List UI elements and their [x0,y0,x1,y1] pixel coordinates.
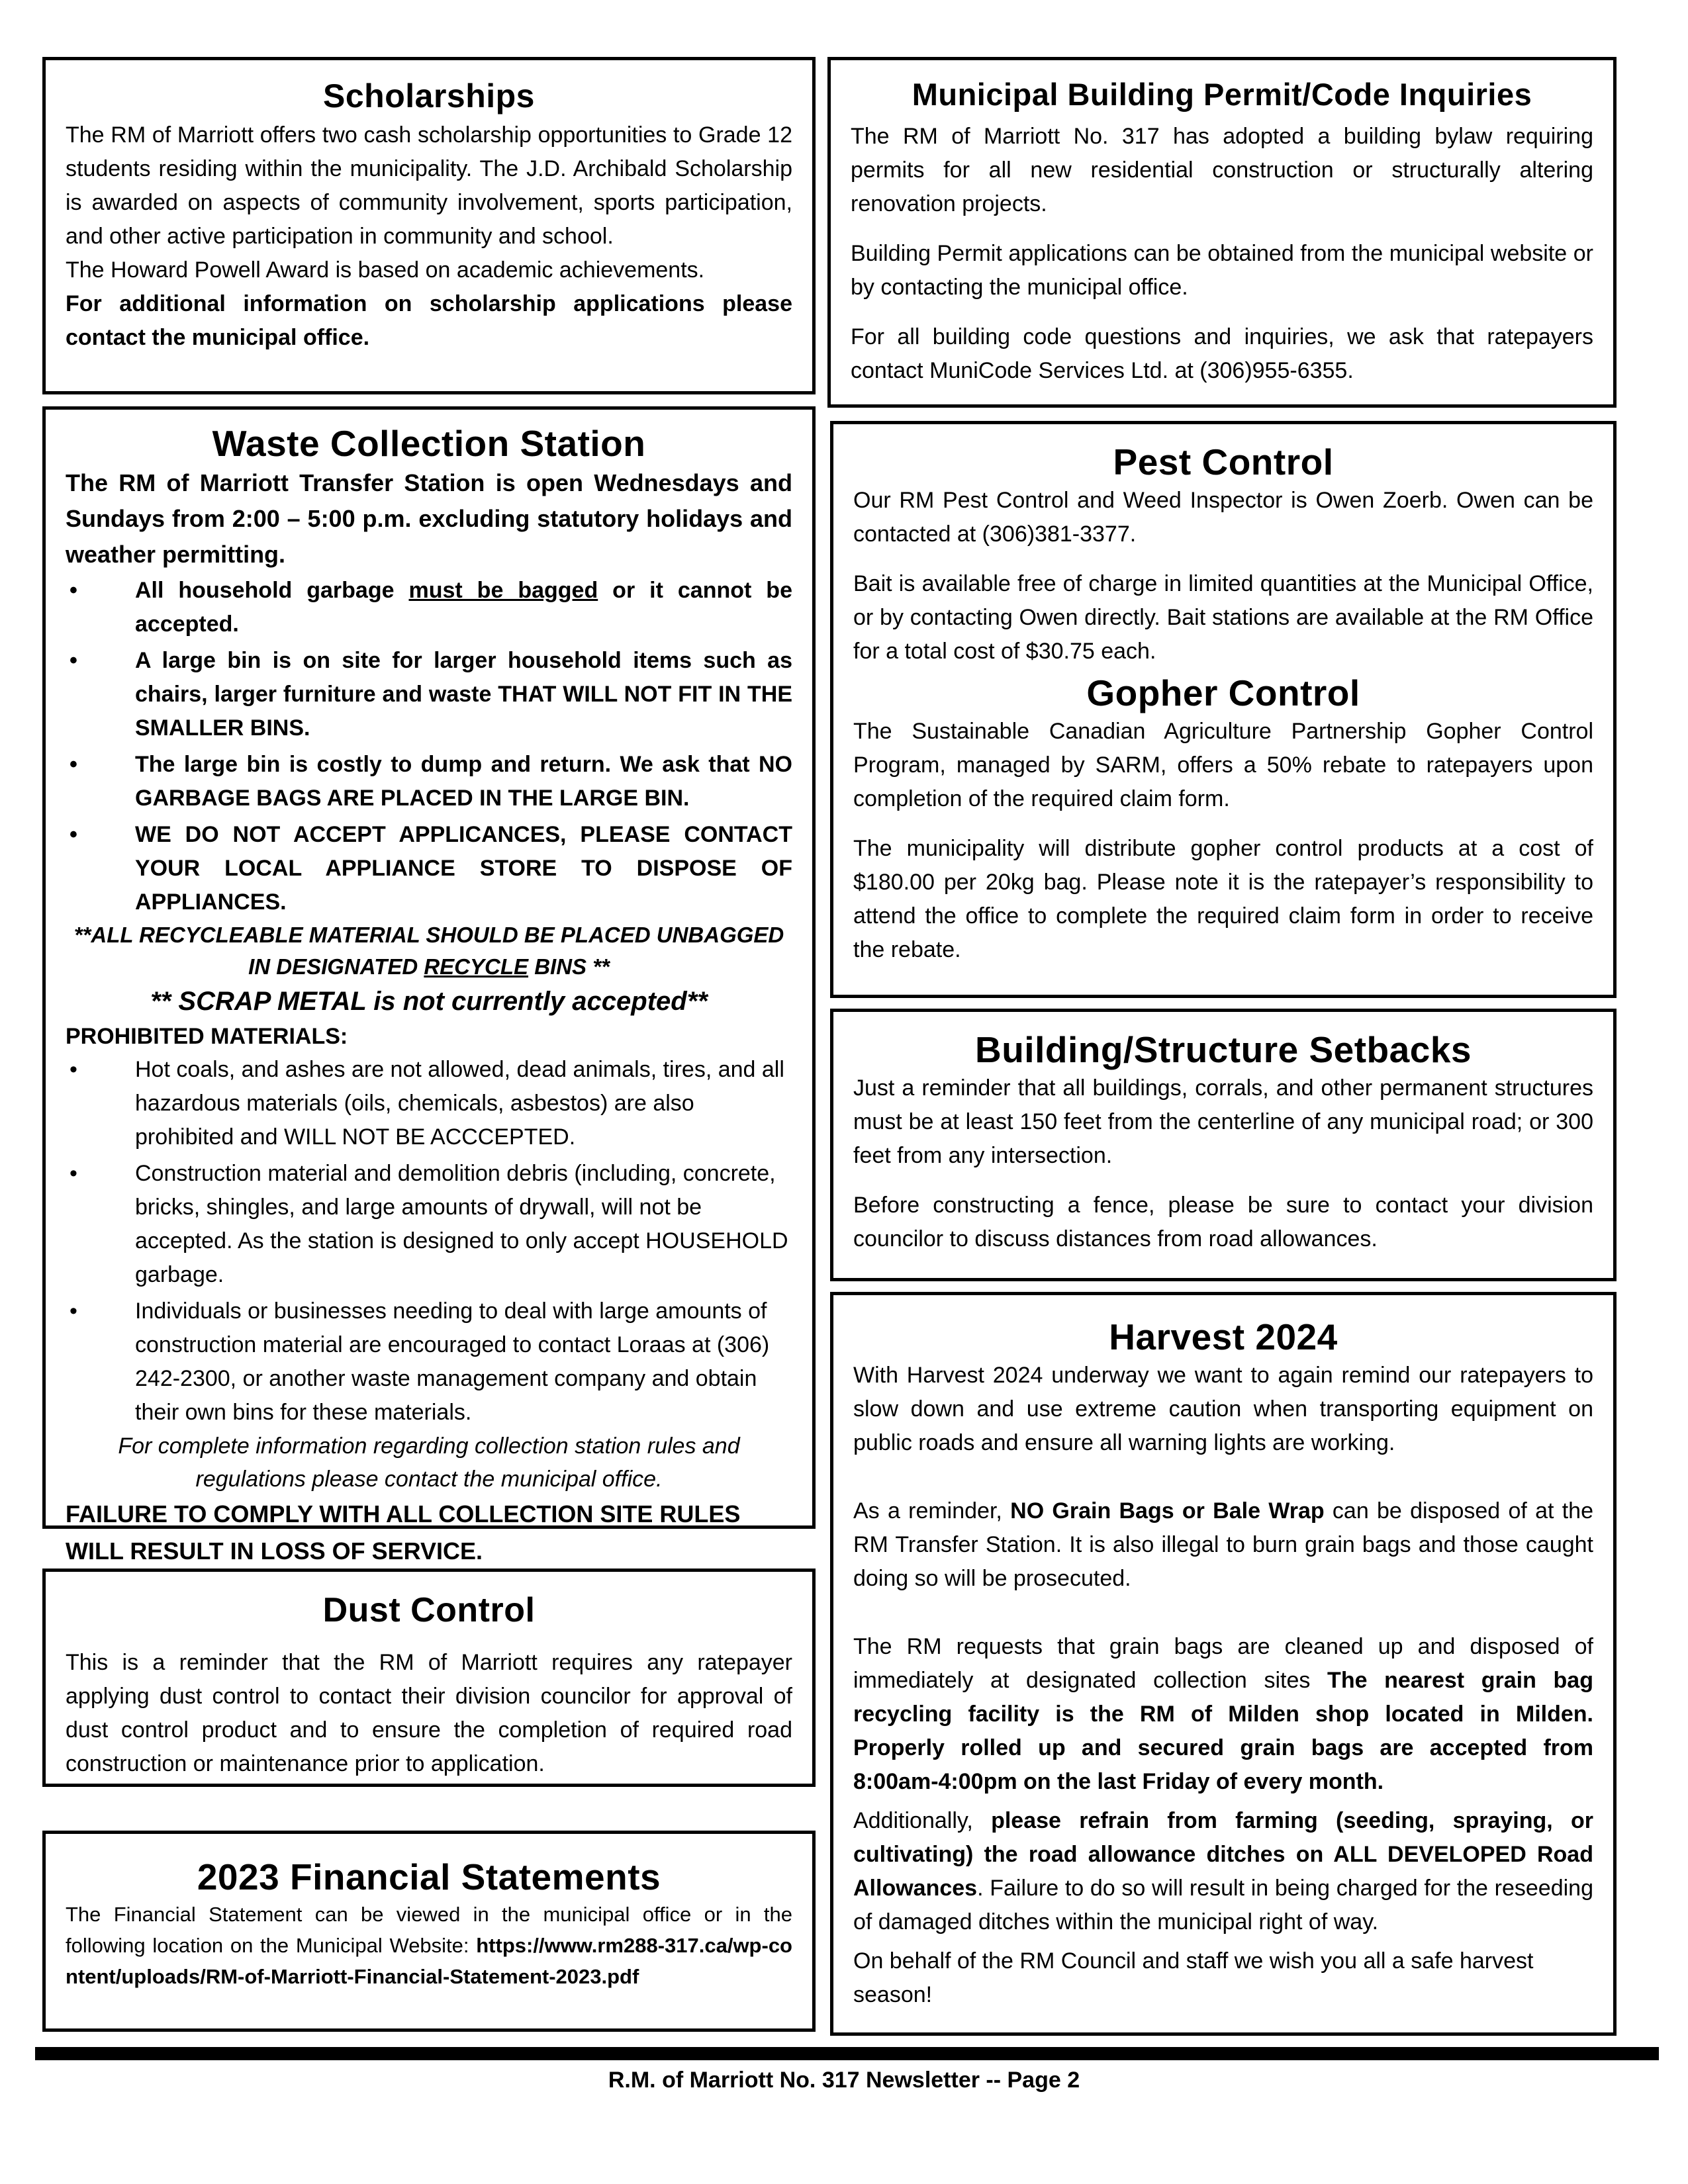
waste-rule-item: • All household garbage must be bagged or it cannot be accepted. [66,574,792,641]
dust-control-title: Dust Control [322,1591,536,1629]
building-permit-para-1: The RM of Marriott No. 317 has adopted a building bylaw requiring permits for all new residential construction or structurally altering renovation projects. [851,124,1593,216]
harvest-para-3: The RM requests that grain bags are cleaned up and disposed of immediately at designated collection sites The nearest grain bag recycling facility is the RM of Milden shop located in Milden. Properly rolled up and secured grain bags are accepted from 8:00am-4:00pm on the last Friday of every month. [853,1634,1593,1794]
dust-control-para: This is a reminder that the RM of Marriott requires any ratepayer applying dust control to contact their division councilor for approval of dust control product and to ensure the completion of required road construction or maintenance prior to application. [66,1650,792,1776]
waste-hours: The RM of Marriott Transfer Station is open Wednesdays and Sundays from 2:00 – 5:00 p.m. excluding statutory holidays and weather permitting. [66,469,792,568]
bullet-icon: • [70,1161,77,1186]
harvest-para-4: Additionally, please refrain from farming (seeding, spraying, or cultivating) the road allowance ditches on ALL DEVELOPED Road Allowances. Failure to do so will result in being charged for the reseeding of damaged ditches within the municipal right of way. [853,1808,1593,1934]
scrap-metal-notice: ** SCRAP METAL is not currently accepted** [150,987,708,1016]
building-permit-para-3: For all building code questions and inquiries, we ask that ratepayers contact MuniCode Services Ltd. at (306)955-6355. [851,324,1593,383]
harvest-para-1: With Harvest 2024 underway we want to again remind our ratepayers to slow down and use extreme caution when transporting equipment on public roads and ensure all warning lights are working. [853,1363,1593,1455]
scholarships-para-1: The RM of Marriott offers two cash scholarship opportunities to Grade 12 students residing within the municipality. The J.D. Archibald Scholarship is awarded on aspects of community involvement, sports participation, and other active participation in community and school. [66,122,792,249]
setbacks-para-2: Before constructing a fence, please be sure to contact your division councilor to discuss distances from road allowances. [853,1193,1593,1251]
complete-info-note: For complete information regarding collection station rules and regulations please contact the municipal office. [118,1433,740,1492]
recycling-facility-emphasis: The nearest grain bag recycling facility is the RM of Milden shop located in Milden. Properly rolled up and secured grain bags are accepted from 8:00am-4:00pm on the last Friday of every month. [853,1668,1593,1794]
bullet-icon: • [70,578,77,603]
financial-statements-title: 2023 Financial Statements [197,1856,661,1897]
building-permit-section [827,57,1617,408]
prohibited-list [66,1053,792,1430]
scholarships-para-2: The Howard Powell Award is based on academic achievements. [66,257,705,283]
prohibited-item: • Hot coals, and ashes are not allowed, dead animals, tires, and all hazardous materials (oils, chemicals, asbestos) are also prohibited and WILL NOT BE ACCCEPTED. [66,1053,792,1154]
harvest-title: Harvest 2024 [1109,1316,1338,1357]
pest-control-section [830,421,1617,998]
waste-rules-list [66,574,792,919]
bullet-icon: • [70,1057,77,1082]
pest-control-para-1: Our RM Pest Control and Weed Inspector is Owen Zoerb. Owen can be contacted at (306)381-3377. [853,488,1593,547]
financial-statements-section [42,1831,816,2032]
financial-statement-link[interactable]: https://www.rm288-317.ca/wp-content/uploads/RM-of-Marriott-Financial-Statement-2023.pdf [66,1934,792,1988]
setbacks-section [830,1009,1617,1281]
prohibited-item: • Construction material and demolition debris (including, concrete, bricks, shingles, and large amounts of drywall, will not be accepted. As the station is designed to only accept HOUSEHOLD garbage. [66,1157,792,1292]
grain-bags-emphasis: NO Grain Bags or Bale Wrap [1010,1498,1325,1524]
pest-control-title: Pest Control [1113,441,1334,482]
bullet-icon: • [70,1298,77,1324]
financial-statements-para: The Financial Statement can be viewed in the municipal office or in the following location on the Municipal Website: https://www.rm288-317.ca/wp-content/uploads/RM-of-Marriott-Financial-Statement-2023.pdf [66,1903,792,1988]
recycle-notice: **ALL RECYCLEABLE MATERIAL SHOULD BE PLACED UNBAGGED IN DESIGNATED RECYCLE BINS ** [73,923,784,979]
waste-collection-title: Waste Collection Station [212,423,646,464]
page-footer: R.M. of Marriott No. 317 Newsletter -- Page 2 [608,2068,1080,2093]
footer-rule [35,2047,1659,2060]
scholarships-title: Scholarships [323,77,535,114]
building-permit-title: Municipal Building Permit/Code Inquiries [912,77,1532,112]
scholarships-section [42,57,816,394]
pest-control-para-2: Bait is available free of charge in limited quantities at the Municipal Office, or by contacting Owen directly. Bait stations are available at the RM Office for a total cost of $30.75 each. [853,571,1593,664]
scholarships-contact-note: For additional information on scholarship applications please contact the municipal office. [66,291,792,350]
harvest-section [830,1292,1617,2036]
waste-rule-item: • A large bin is on site for larger household items such as chairs, larger furniture and waste THAT WILL NOT FIT IN THE SMALLER BINS. [66,644,792,745]
dust-control-section [42,1569,816,1787]
harvest-para-5: On behalf of the RM Council and staff we wish you all a safe harvest season! [853,1948,1534,2007]
setbacks-para-1: Just a reminder that all buildings, corrals, and other permanent structures must be at least 150 feet from the centerline of any municipal road; or 300 feet from any intersection. [853,1075,1593,1168]
gopher-control-title: Gopher Control [1086,672,1360,713]
must-be-bagged-emphasis: must be bagged [408,578,598,603]
prohibited-heading: PROHIBITED MATERIALS: [66,1024,348,1049]
harvest-para-2: As a reminder, NO Grain Bags or Bale Wrap can be disposed of at the RM Transfer Station. It is also illegal to burn grain bags and those caught doing so will be prosecuted. [853,1498,1594,1591]
bullet-icon: • [70,822,77,847]
bullet-icon: • [70,648,77,673]
gopher-control-para-1: The Sustainable Canadian Agriculture Partnership Gopher Control Program, managed by SARM, offers a 50% rebate to ratepayers upon completion of the required claim form. [853,719,1593,811]
failure-warning: FAILURE TO COMPLY WITH ALL COLLECTION SITE RULES WILL RESULT IN LOSS OF SERVICE. [66,1500,741,1565]
gopher-control-para-2: The municipality will distribute gopher control products at a cost of $180.00 per 20kg bag. Please note it is the ratepayer’s responsibility to attend the office to complete the required claim form in order to receive the rebate. [853,836,1593,962]
building-permit-para-2: Building Permit applications can be obtained from the municipal website or by contacting the municipal office. [851,241,1593,300]
setbacks-title: Building/Structure Setbacks [974,1029,1472,1070]
waste-rule-item: • The large bin is costly to dump and return. We ask that NO GARBAGE BAGS ARE PLACED IN THE LARGE BIN. [66,748,792,815]
waste-rule-item: • WE DO NOT ACCEPT APPLICANCES, PLEASE CONTACT YOUR LOCAL APPLIANCE STORE TO DISPOSE OF APPLIANCES. [66,818,792,919]
bullet-icon: • [70,752,77,777]
prohibited-item: • Individuals or businesses needing to deal with large amounts of construction material are encouraged to contact Loraas at (306) 242-2300, or another waste management company and obtain their own bins for these materials. [66,1295,792,1430]
waste-collection-section [42,406,816,1565]
ditches-emphasis: please refrain from farming (seeding, spraying, or cultivating) the road allowance ditches on ALL DEVELOPED Road Allowances [853,1808,1593,1901]
